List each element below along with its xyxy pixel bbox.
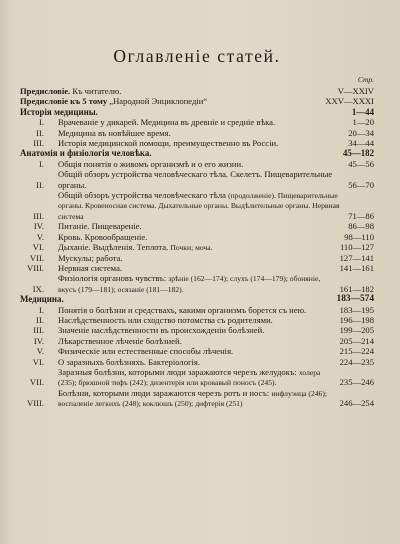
entry-pages: 224—235 — [339, 356, 374, 367]
entry-pages: 161—182 — [339, 283, 374, 294]
entry-text: Физіологія органовъ чувствъ: — [58, 273, 167, 284]
entry-number: II. — [36, 314, 44, 325]
entry-text: Дыханіе. Выдѣленія. Теплота. — [58, 242, 169, 253]
entry-text: Исторія медицинской помощи, преимущественно въ Россіи. — [58, 138, 279, 149]
entry-pages: V—XXIV — [337, 86, 374, 96]
entry-pages: 205—214 — [339, 335, 374, 346]
entry-text: О заразныхъ болѣзняхъ. Бактеріологія. — [58, 356, 201, 367]
entry-number: III. — [33, 325, 44, 336]
entry-number: V. — [36, 346, 44, 357]
toc-section-history — [20, 107, 374, 117]
toc-entry — [20, 190, 374, 221]
entry-text: Кровь. Кровообращеніе. — [58, 231, 148, 242]
entry-number: II. — [36, 179, 44, 190]
entry-text: Питаніе. Пищевареніе. — [58, 221, 142, 232]
toc-entry — [20, 242, 374, 252]
toc-entry — [20, 138, 374, 148]
entry-pages: XXV—XXXI — [325, 96, 374, 107]
toc-entry — [20, 336, 374, 346]
entry-text: Заразныя болѣзни, которыми люди заражаются черезъ желудокъ: — [58, 366, 297, 377]
section-label: Исторія медицины. — [20, 106, 98, 117]
toc-section-medicine — [20, 294, 374, 304]
entry-pages: 56—70 — [348, 179, 374, 190]
entry-subtext: (продолженіе). Пищеварительные органы. Кровеносная система. Дыхательные органы. Выдѣлительные органы. Нервная система — [58, 191, 340, 221]
entry-pages: 141—161 — [339, 262, 374, 273]
entry-text: Нервная система. — [58, 262, 123, 273]
entry-text: Физическіе или естественные способы лѣченія. — [58, 346, 234, 357]
entry-pages: 127—141 — [339, 252, 374, 263]
section-pages: 183—574 — [336, 294, 374, 305]
toc-entry — [20, 273, 374, 294]
toc-entry — [20, 357, 374, 367]
entry-label: Предисловіе. — [20, 86, 71, 96]
entry-subtext: зрѣніе (162—174); слухъ (174—179); обоняніе, вкусъ (179—181); осязаніе (181—182). — [58, 274, 321, 294]
section-pages: 1—44 — [351, 106, 374, 117]
entry-text: Мускулы; работа. — [58, 252, 123, 263]
toc-entry-preface-vol5 — [20, 96, 374, 106]
entry-text: Медицина въ новѣйшее время. — [58, 127, 171, 138]
entry-number: VI. — [32, 356, 44, 367]
entry-pages: 98—110 — [344, 231, 374, 242]
entry-pages: 71—86 — [348, 210, 374, 221]
toc-entry — [20, 232, 374, 242]
toc-entry — [20, 367, 374, 388]
toc-entry — [20, 305, 374, 315]
entry-number: VII. — [29, 252, 44, 263]
toc-entry — [20, 253, 374, 263]
entry-pages: 34—44 — [348, 138, 374, 149]
entry-number: IV. — [33, 335, 44, 346]
entry-pages: 110—127 — [339, 242, 374, 253]
entry-number: I. — [38, 304, 44, 315]
page-title: Оглавленіе статей. — [113, 46, 281, 66]
pages-column-label: Стр. — [357, 75, 374, 84]
entry-text: Наслѣдственность или сходство потомства съ родителями. — [58, 314, 273, 325]
entry-subtext: инфлуэнца (246); воспаленіе легкихъ (248); коклюшъ (250); дифтерія (251) — [58, 388, 327, 409]
toc-entry — [20, 325, 374, 335]
entry-label: Предисловіе къ 5 тому — [20, 96, 108, 107]
entry-number: VII. — [29, 377, 44, 388]
toc-entry — [20, 263, 374, 273]
toc-entry — [20, 169, 374, 190]
entry-pages: 199—205 — [339, 325, 374, 336]
entry-number: I. — [38, 117, 44, 128]
entry-number: IX. — [32, 283, 44, 294]
entry-pages: 183—195 — [339, 304, 374, 315]
toc-section-anatomy — [20, 148, 374, 158]
entry-subtext: Почки; моча. — [170, 243, 213, 253]
section-label: Анатомія и физіологія человѣка. — [20, 148, 152, 159]
entry-text: Къ читателю. — [70, 86, 122, 96]
entry-text: Болѣзни, которыми люди заражаются черезъ ротъ и носъ: — [58, 387, 270, 398]
entry-number: III. — [33, 138, 44, 149]
entry-number: VIII. — [27, 398, 44, 409]
entry-pages: 235—246 — [339, 377, 374, 388]
entry-number: VIII. — [27, 262, 44, 273]
entry-text: Врачеваніе у дикарей. Медицина въ древніе и средніе вѣка. — [58, 117, 276, 128]
entry-text: Общій обзоръ устройства человѣческаго тѣла. Скелетъ. Пищеварительные органы. — [58, 169, 333, 190]
entry-number: II. — [36, 127, 44, 138]
entry-number: V. — [36, 231, 44, 242]
entry-text: Общій обзоръ устройства человѣческаго тѣла — [58, 190, 226, 201]
entry-number: IV. — [33, 221, 44, 232]
entry-pages: 246—254 — [339, 398, 374, 409]
entry-number: III. — [33, 210, 44, 221]
toc-entry — [20, 128, 374, 138]
toc-entry-preface-reader — [20, 86, 374, 96]
section-pages: 45—182 — [342, 148, 374, 159]
entry-text: Понятія о болѣзни и средствахъ, какими организмъ борется съ нею. — [58, 304, 307, 315]
entry-pages: 20—34 — [348, 127, 374, 138]
toc-entry — [20, 221, 374, 231]
section-label: Медицина. — [20, 294, 64, 305]
entry-number: I. — [38, 158, 44, 169]
entry-pages: 196—198 — [339, 314, 374, 325]
entry-pages: 45—56 — [348, 158, 374, 169]
entry-pages: 1—20 — [352, 117, 374, 128]
toc-entry — [20, 388, 374, 409]
toc-entry — [20, 159, 374, 169]
entry-subtext: холера (235); брюшной тифъ (242); дизентерія или кровавый поносъ (245). — [58, 367, 321, 388]
entry-text: „Народной Энциклопедіи“ — [107, 96, 208, 107]
entry-text: Значеніе наслѣдственности въ происхожденіи болѣзней. — [58, 325, 265, 336]
toc-entry — [20, 117, 374, 127]
entry-text: Общія понятія о живомъ организмѣ и о его жизни. — [58, 158, 244, 169]
entry-pages: 86—98 — [348, 221, 374, 232]
entry-text: Лѣкарственное лѣченіе болѣзней. — [58, 335, 182, 346]
entry-number: VI. — [32, 242, 44, 253]
toc-entry — [20, 315, 374, 325]
entry-pages: 215—224 — [339, 346, 374, 357]
toc-entry — [20, 346, 374, 356]
